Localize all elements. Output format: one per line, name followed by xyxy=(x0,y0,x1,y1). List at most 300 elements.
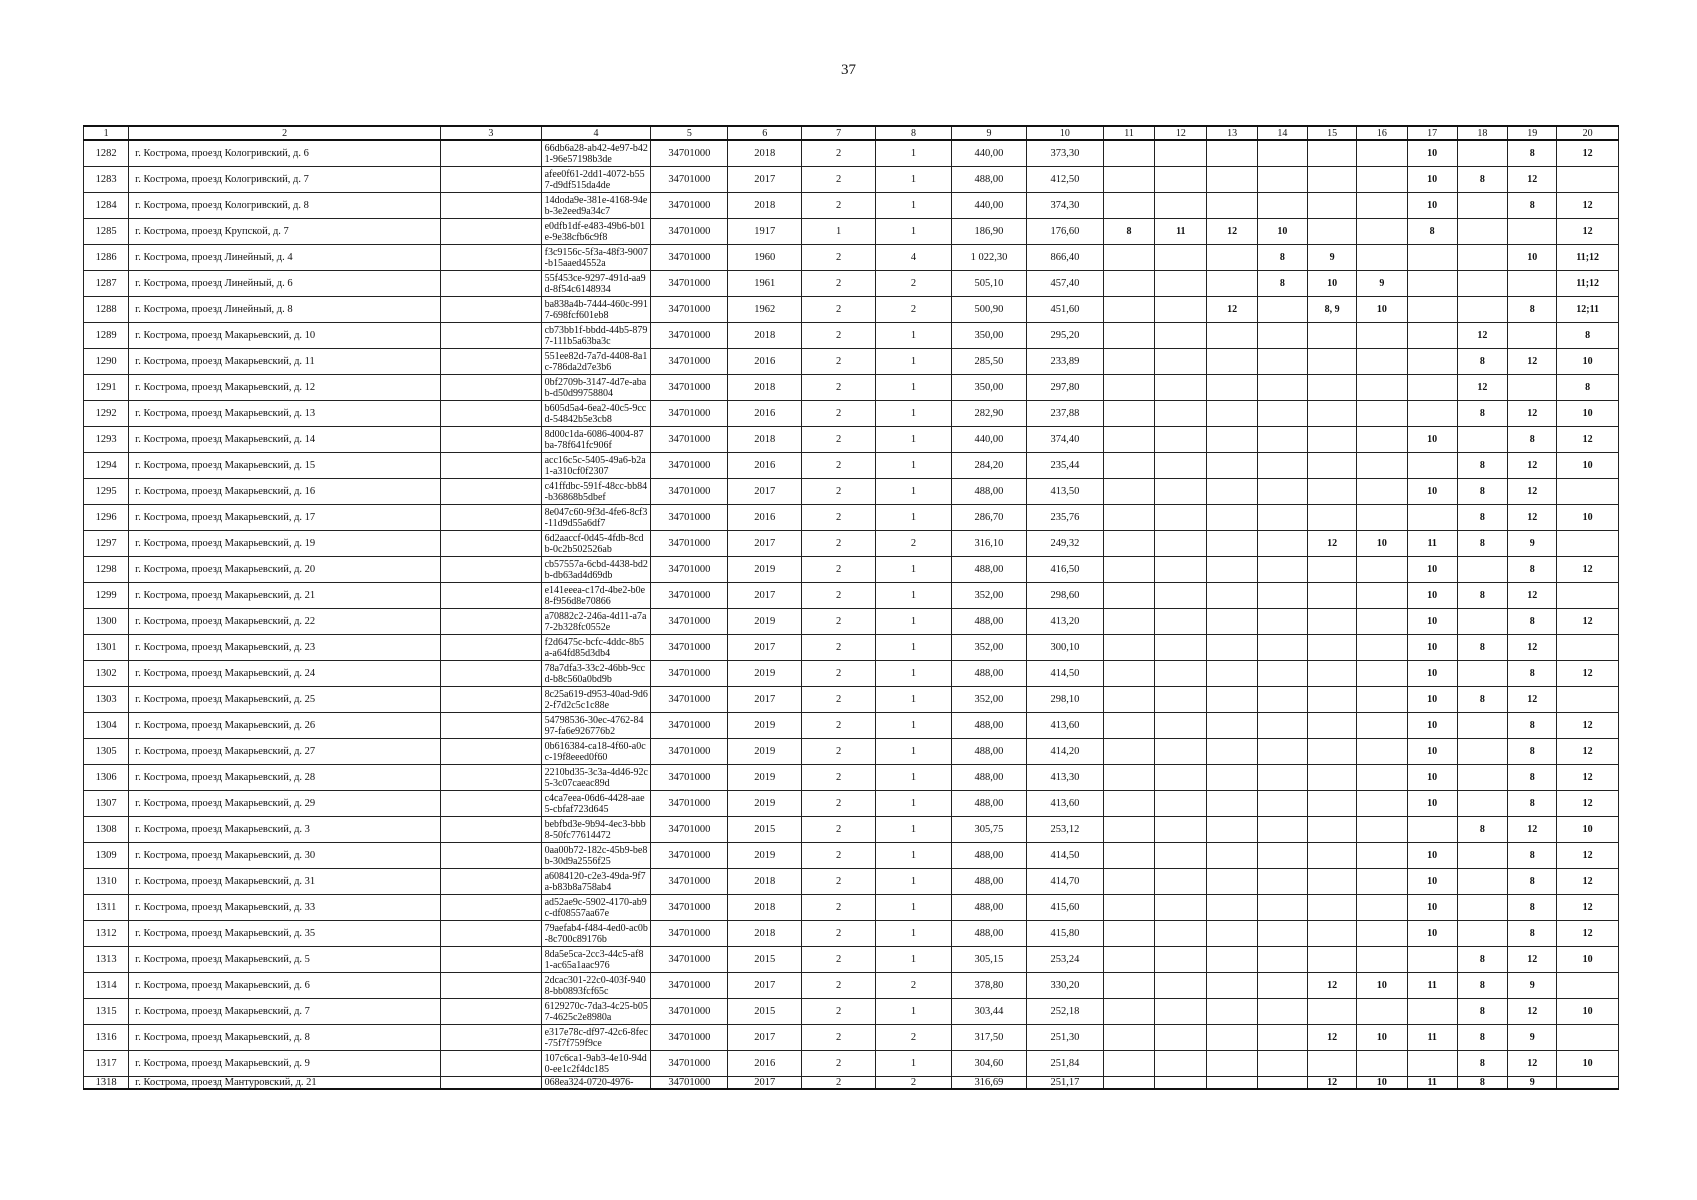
cell-col-14 xyxy=(1257,1025,1307,1051)
cell-col-14 xyxy=(1257,947,1307,973)
oktmo-cell: 34701000 xyxy=(651,791,728,817)
table-row xyxy=(84,453,1619,479)
cell-col-9: 350,00 xyxy=(952,375,1027,401)
cell-col-15 xyxy=(1308,1051,1357,1077)
cell-col-3 xyxy=(441,453,542,479)
oktmo-cell: 34701000 xyxy=(651,401,728,427)
cell-col-8: 1 xyxy=(876,791,952,817)
address-cell: г. Кострома, проезд Крупской, д. 7 xyxy=(129,219,441,245)
cell-col-10: 415,60 xyxy=(1026,895,1103,921)
cell-col-20 xyxy=(1557,583,1619,609)
row-number-cell: 1308 xyxy=(84,817,129,843)
cell-col-19: 9 xyxy=(1508,973,1557,999)
row-number-cell: 1315 xyxy=(84,999,129,1025)
column-header-11: 11 xyxy=(1103,126,1154,140)
cell-col-9: 488,00 xyxy=(952,921,1027,947)
cell-col-15 xyxy=(1308,817,1357,843)
oktmo-cell: 34701000 xyxy=(651,869,728,895)
cell-col-19: 8 xyxy=(1508,843,1557,869)
cell-col-7: 2 xyxy=(802,505,876,531)
cell-col-8: 1 xyxy=(876,765,952,791)
column-header-8: 8 xyxy=(876,126,952,140)
year-cell: 2019 xyxy=(728,713,802,739)
cell-col-17 xyxy=(1407,375,1457,401)
cell-col-15 xyxy=(1308,739,1357,765)
cell-col-17: 10 xyxy=(1407,609,1457,635)
cell-col-3 xyxy=(441,635,542,661)
year-cell: 2018 xyxy=(728,869,802,895)
cell-col-12 xyxy=(1155,869,1207,895)
cell-col-10: 374,30 xyxy=(1026,193,1103,219)
cell-col-12: 11 xyxy=(1155,219,1207,245)
address-cell: г. Кострома, проезд Макарьевский, д. 12 xyxy=(129,375,441,401)
cell-col-19: 12 xyxy=(1508,401,1557,427)
cell-col-18: 8 xyxy=(1457,453,1507,479)
cell-col-14 xyxy=(1257,427,1307,453)
cell-col-8: 1 xyxy=(876,583,952,609)
oktmo-cell: 34701000 xyxy=(651,219,728,245)
address-cell: г. Кострома, проезд Макарьевский, д. 26 xyxy=(129,713,441,739)
table-row xyxy=(84,999,1619,1025)
oktmo-cell: 34701000 xyxy=(651,739,728,765)
cell-col-20: 12 xyxy=(1557,193,1619,219)
cell-col-13 xyxy=(1207,583,1257,609)
cell-col-19: 8 xyxy=(1508,140,1557,167)
row-number-cell: 1288 xyxy=(84,297,129,323)
year-cell: 2018 xyxy=(728,193,802,219)
cell-col-12 xyxy=(1155,895,1207,921)
cell-col-17: 10 xyxy=(1407,765,1457,791)
cell-col-14 xyxy=(1257,713,1307,739)
guid-cell: 8da5e5ca-2cc3-44c5-af81-ac65a1aac976 xyxy=(541,947,651,973)
cell-col-17 xyxy=(1407,245,1457,271)
cell-col-12 xyxy=(1155,791,1207,817)
cell-col-15: 12 xyxy=(1308,973,1357,999)
cell-col-16: 10 xyxy=(1357,1025,1407,1051)
cell-col-17 xyxy=(1407,401,1457,427)
cell-col-12 xyxy=(1155,635,1207,661)
year-cell: 2018 xyxy=(728,375,802,401)
address-cell: г. Кострома, проезд Макарьевский, д. 13 xyxy=(129,401,441,427)
column-header-13: 13 xyxy=(1207,126,1257,140)
oktmo-cell: 34701000 xyxy=(651,583,728,609)
address-cell: г. Кострома, проезд Макарьевский, д. 33 xyxy=(129,895,441,921)
year-cell: 2015 xyxy=(728,999,802,1025)
cell-col-19: 8 xyxy=(1508,765,1557,791)
cell-col-12 xyxy=(1155,297,1207,323)
column-header-2: 2 xyxy=(129,126,441,140)
cell-col-11 xyxy=(1103,843,1154,869)
year-cell: 2019 xyxy=(728,609,802,635)
cell-col-8: 1 xyxy=(876,947,952,973)
guid-cell: cb57557a-6cbd-4438-bd2b-db63ad4d69db xyxy=(541,557,651,583)
cell-col-18: 8 xyxy=(1457,687,1507,713)
cell-col-9: 303,44 xyxy=(952,999,1027,1025)
cell-col-8: 4 xyxy=(876,245,952,271)
cell-col-15 xyxy=(1308,505,1357,531)
cell-col-16 xyxy=(1357,453,1407,479)
cell-col-10: 413,60 xyxy=(1026,713,1103,739)
table-row xyxy=(84,427,1619,453)
cell-col-8: 1 xyxy=(876,999,952,1025)
cell-col-19 xyxy=(1508,323,1557,349)
address-cell: г. Кострома, проезд Макарьевский, д. 31 xyxy=(129,869,441,895)
cell-col-14 xyxy=(1257,505,1307,531)
guid-cell: 2210bd35-3c3a-4d46-92c5-3c07caeac89d xyxy=(541,765,651,791)
cell-col-18 xyxy=(1457,427,1507,453)
guid-cell: f2d6475c-bcfc-4ddc-8b5a-a64fd85d3db4 xyxy=(541,635,651,661)
year-cell: 2016 xyxy=(728,505,802,531)
cell-col-20: 12 xyxy=(1557,661,1619,687)
cell-col-11 xyxy=(1103,401,1154,427)
year-cell: 2018 xyxy=(728,140,802,167)
row-number-cell: 1284 xyxy=(84,193,129,219)
cell-col-14 xyxy=(1257,297,1307,323)
oktmo-cell: 34701000 xyxy=(651,895,728,921)
cell-col-7: 2 xyxy=(802,999,876,1025)
cell-col-17: 10 xyxy=(1407,583,1457,609)
cell-col-20: 12 xyxy=(1557,427,1619,453)
cell-col-3 xyxy=(441,1077,542,1090)
cell-col-9: 488,00 xyxy=(952,869,1027,895)
cell-col-16 xyxy=(1357,661,1407,687)
table-row xyxy=(84,1077,1619,1090)
cell-col-19: 12 xyxy=(1508,349,1557,375)
guid-cell: cb73bb1f-bbdd-44b5-8797-111b5a63ba3c xyxy=(541,323,651,349)
cell-col-19: 8 xyxy=(1508,791,1557,817)
row-number-cell: 1304 xyxy=(84,713,129,739)
table-row xyxy=(84,947,1619,973)
cell-col-3 xyxy=(441,505,542,531)
oktmo-cell: 34701000 xyxy=(651,1051,728,1077)
cell-col-12 xyxy=(1155,193,1207,219)
cell-col-16 xyxy=(1357,375,1407,401)
cell-col-8: 1 xyxy=(876,895,952,921)
cell-col-7: 2 xyxy=(802,1077,876,1090)
cell-col-18 xyxy=(1457,140,1507,167)
cell-col-3 xyxy=(441,1051,542,1077)
cell-col-17: 10 xyxy=(1407,843,1457,869)
cell-col-7: 2 xyxy=(802,297,876,323)
cell-col-16 xyxy=(1357,713,1407,739)
cell-col-13 xyxy=(1207,453,1257,479)
cell-col-18 xyxy=(1457,271,1507,297)
oktmo-cell: 34701000 xyxy=(651,687,728,713)
cell-col-14 xyxy=(1257,453,1307,479)
oktmo-cell: 34701000 xyxy=(651,921,728,947)
cell-col-12 xyxy=(1155,427,1207,453)
year-cell: 2019 xyxy=(728,791,802,817)
guid-cell: 78a7dfa3-33c2-46bb-9ccd-b8c560a0bd9b xyxy=(541,661,651,687)
cell-col-16 xyxy=(1357,869,1407,895)
table-row xyxy=(84,193,1619,219)
oktmo-cell: 34701000 xyxy=(651,453,728,479)
cell-col-11 xyxy=(1103,739,1154,765)
cell-col-7: 1 xyxy=(802,219,876,245)
cell-col-15: 8, 9 xyxy=(1308,297,1357,323)
guid-cell: ad52ae9c-5902-4170-ab9c-df08557aa67e xyxy=(541,895,651,921)
year-cell: 2017 xyxy=(728,1077,802,1090)
year-cell: 2018 xyxy=(728,323,802,349)
cell-col-17 xyxy=(1407,1051,1457,1077)
year-cell: 2019 xyxy=(728,557,802,583)
row-number-cell: 1299 xyxy=(84,583,129,609)
cell-col-8: 1 xyxy=(876,219,952,245)
cell-col-9: 488,00 xyxy=(952,167,1027,193)
cell-col-8: 2 xyxy=(876,271,952,297)
cell-col-20: 8 xyxy=(1557,323,1619,349)
cell-col-11 xyxy=(1103,713,1154,739)
year-cell: 2018 xyxy=(728,895,802,921)
cell-col-16 xyxy=(1357,219,1407,245)
cell-col-20: 10 xyxy=(1557,505,1619,531)
cell-col-8: 2 xyxy=(876,1077,952,1090)
table-row xyxy=(84,505,1619,531)
row-number-cell: 1305 xyxy=(84,739,129,765)
cell-col-18 xyxy=(1457,609,1507,635)
column-header-15: 15 xyxy=(1308,126,1357,140)
page-number: 37 xyxy=(841,62,856,78)
table-row xyxy=(84,713,1619,739)
cell-col-12 xyxy=(1155,817,1207,843)
cell-col-7: 2 xyxy=(802,713,876,739)
cell-col-12 xyxy=(1155,687,1207,713)
table-row xyxy=(84,973,1619,999)
oktmo-cell: 34701000 xyxy=(651,140,728,167)
cell-col-8: 1 xyxy=(876,193,952,219)
cell-col-15 xyxy=(1308,869,1357,895)
year-cell: 2017 xyxy=(728,1025,802,1051)
cell-col-7: 2 xyxy=(802,947,876,973)
cell-col-15: 12 xyxy=(1308,531,1357,557)
row-number-cell: 1293 xyxy=(84,427,129,453)
cell-col-9: 352,00 xyxy=(952,635,1027,661)
cell-col-19: 8 xyxy=(1508,609,1557,635)
cell-col-20: 10 xyxy=(1557,401,1619,427)
guid-cell: 66db6a28-ab42-4e97-b421-96e57198b3de xyxy=(541,140,651,167)
cell-col-10: 298,60 xyxy=(1026,583,1103,609)
row-number-cell: 1297 xyxy=(84,531,129,557)
cell-col-17: 11 xyxy=(1407,531,1457,557)
cell-col-3 xyxy=(441,921,542,947)
cell-col-15 xyxy=(1308,453,1357,479)
table-row xyxy=(84,583,1619,609)
cell-col-9: 488,00 xyxy=(952,895,1027,921)
cell-col-10: 233,89 xyxy=(1026,349,1103,375)
cell-col-18 xyxy=(1457,869,1507,895)
cell-col-15 xyxy=(1308,401,1357,427)
cell-col-10: 253,12 xyxy=(1026,817,1103,843)
row-number-cell: 1290 xyxy=(84,349,129,375)
cell-col-11 xyxy=(1103,973,1154,999)
cell-col-18: 8 xyxy=(1457,817,1507,843)
cell-col-12 xyxy=(1155,531,1207,557)
guid-cell: e0dfb1df-e483-49b6-b01e-9e38cfb6c9f8 xyxy=(541,219,651,245)
cell-col-16 xyxy=(1357,323,1407,349)
cell-col-11 xyxy=(1103,661,1154,687)
cell-col-10: 235,76 xyxy=(1026,505,1103,531)
row-number-cell: 1285 xyxy=(84,219,129,245)
cell-col-15 xyxy=(1308,661,1357,687)
cell-col-7: 2 xyxy=(802,869,876,895)
cell-col-14 xyxy=(1257,973,1307,999)
guid-cell: 8e047c60-9f3d-4fe6-8cf3-11d9d55a6df7 xyxy=(541,505,651,531)
guid-cell: ba838a4b-7444-460c-9917-698fcf601eb8 xyxy=(541,297,651,323)
row-number-cell: 1310 xyxy=(84,869,129,895)
cell-col-8: 1 xyxy=(876,609,952,635)
cell-col-16 xyxy=(1357,427,1407,453)
cell-col-11 xyxy=(1103,999,1154,1025)
cell-col-18 xyxy=(1457,713,1507,739)
year-cell: 2015 xyxy=(728,947,802,973)
cell-col-19: 8 xyxy=(1508,869,1557,895)
cell-col-19 xyxy=(1508,219,1557,245)
table-row xyxy=(84,140,1619,167)
cell-col-17: 10 xyxy=(1407,479,1457,505)
cell-col-12 xyxy=(1155,1051,1207,1077)
column-header-14: 14 xyxy=(1257,126,1307,140)
cell-col-17: 10 xyxy=(1407,739,1457,765)
cell-col-14 xyxy=(1257,739,1307,765)
cell-col-9: 440,00 xyxy=(952,427,1027,453)
column-header-5: 5 xyxy=(651,126,728,140)
cell-col-8: 1 xyxy=(876,557,952,583)
cell-col-19: 9 xyxy=(1508,531,1557,557)
cell-col-11 xyxy=(1103,479,1154,505)
cell-col-11 xyxy=(1103,635,1154,661)
cell-col-19: 12 xyxy=(1508,167,1557,193)
cell-col-8: 1 xyxy=(876,635,952,661)
cell-col-16 xyxy=(1357,687,1407,713)
cell-col-9: 352,00 xyxy=(952,583,1027,609)
cell-col-3 xyxy=(441,297,542,323)
cell-col-18 xyxy=(1457,921,1507,947)
guid-cell: 8d00c1da-6086-4004-87ba-78f641fc906f xyxy=(541,427,651,453)
cell-col-19: 12 xyxy=(1508,505,1557,531)
cell-col-13 xyxy=(1207,609,1257,635)
cell-col-15: 9 xyxy=(1308,245,1357,271)
cell-col-19: 12 xyxy=(1508,999,1557,1025)
cell-col-14 xyxy=(1257,583,1307,609)
guid-cell: 79aefab4-f484-4ed0-ac0b-8c700c89176b xyxy=(541,921,651,947)
cell-col-7: 2 xyxy=(802,167,876,193)
cell-col-14 xyxy=(1257,401,1307,427)
cell-col-13 xyxy=(1207,869,1257,895)
cell-col-18: 8 xyxy=(1457,999,1507,1025)
cell-col-16 xyxy=(1357,245,1407,271)
cell-col-20: 12;11 xyxy=(1557,297,1619,323)
cell-col-16 xyxy=(1357,557,1407,583)
cell-col-13 xyxy=(1207,687,1257,713)
table-row xyxy=(84,1051,1619,1077)
cell-col-8: 1 xyxy=(876,401,952,427)
guid-cell: 0aa00b72-182c-45b9-be8b-30d9a2556f25 xyxy=(541,843,651,869)
cell-col-8: 1 xyxy=(876,739,952,765)
cell-col-13 xyxy=(1207,427,1257,453)
guid-cell: c41ffdbc-591f-48cc-bb84-b36868b5dbef xyxy=(541,479,651,505)
cell-col-18 xyxy=(1457,557,1507,583)
cell-col-9: 440,00 xyxy=(952,193,1027,219)
cell-col-3 xyxy=(441,557,542,583)
cell-col-10: 414,50 xyxy=(1026,843,1103,869)
cell-col-16 xyxy=(1357,921,1407,947)
cell-col-20 xyxy=(1557,1025,1619,1051)
oktmo-cell: 34701000 xyxy=(651,271,728,297)
cell-col-15 xyxy=(1308,947,1357,973)
cell-col-15 xyxy=(1308,427,1357,453)
cell-col-13 xyxy=(1207,401,1257,427)
cell-col-14 xyxy=(1257,140,1307,167)
cell-col-20 xyxy=(1557,635,1619,661)
row-number-cell: 1295 xyxy=(84,479,129,505)
table-row xyxy=(84,635,1619,661)
row-number-cell: 1313 xyxy=(84,947,129,973)
year-cell: 2017 xyxy=(728,479,802,505)
cell-col-16 xyxy=(1357,479,1407,505)
row-number-cell: 1306 xyxy=(84,765,129,791)
cell-col-3 xyxy=(441,817,542,843)
cell-col-12 xyxy=(1155,271,1207,297)
cell-col-13 xyxy=(1207,635,1257,661)
cell-col-11 xyxy=(1103,323,1154,349)
cell-col-11 xyxy=(1103,193,1154,219)
cell-col-19: 8 xyxy=(1508,921,1557,947)
address-cell: г. Кострома, проезд Макарьевский, д. 20 xyxy=(129,557,441,583)
cell-col-10: 414,70 xyxy=(1026,869,1103,895)
cell-col-13 xyxy=(1207,661,1257,687)
cell-col-12 xyxy=(1155,661,1207,687)
cell-col-13 xyxy=(1207,999,1257,1025)
cell-col-14 xyxy=(1257,531,1307,557)
address-cell: г. Кострома, проезд Кологривский, д. 8 xyxy=(129,193,441,219)
cell-col-18 xyxy=(1457,219,1507,245)
guid-cell: b605d5a4-6ea2-40c5-9ccd-54842b5e3cb8 xyxy=(541,401,651,427)
cell-col-13 xyxy=(1207,947,1257,973)
cell-col-20 xyxy=(1557,167,1619,193)
address-cell: г. Кострома, проезд Макарьевский, д. 7 xyxy=(129,999,441,1025)
year-cell: 2017 xyxy=(728,973,802,999)
cell-col-12 xyxy=(1155,401,1207,427)
address-cell: г. Кострома, проезд Макарьевский, д. 14 xyxy=(129,427,441,453)
cell-col-20: 10 xyxy=(1557,453,1619,479)
guid-cell: a6084120-c2e3-49da-9f7a-b83b8a758ab4 xyxy=(541,869,651,895)
oktmo-cell: 34701000 xyxy=(651,1025,728,1051)
table-row xyxy=(84,479,1619,505)
guid-cell: 0b616384-ca18-4f60-a0cc-19f8eeed0f60 xyxy=(541,739,651,765)
cell-col-10: 330,20 xyxy=(1026,973,1103,999)
oktmo-cell: 34701000 xyxy=(651,375,728,401)
cell-col-7: 2 xyxy=(802,1051,876,1077)
cell-col-19: 8 xyxy=(1508,193,1557,219)
oktmo-cell: 34701000 xyxy=(651,713,728,739)
cell-col-12 xyxy=(1155,921,1207,947)
oktmo-cell: 34701000 xyxy=(651,557,728,583)
cell-col-9: 505,10 xyxy=(952,271,1027,297)
column-header-9: 9 xyxy=(952,126,1027,140)
year-cell: 1917 xyxy=(728,219,802,245)
cell-col-8: 2 xyxy=(876,531,952,557)
cell-col-18: 8 xyxy=(1457,401,1507,427)
address-cell: г. Кострома, проезд Макарьевский, д. 8 xyxy=(129,1025,441,1051)
cell-col-17: 10 xyxy=(1407,140,1457,167)
cell-col-18: 8 xyxy=(1457,505,1507,531)
cell-col-10: 237,88 xyxy=(1026,401,1103,427)
cell-col-11 xyxy=(1103,609,1154,635)
cell-col-3 xyxy=(441,140,542,167)
cell-col-19: 10 xyxy=(1508,245,1557,271)
cell-col-12 xyxy=(1155,609,1207,635)
oktmo-cell: 34701000 xyxy=(651,245,728,271)
